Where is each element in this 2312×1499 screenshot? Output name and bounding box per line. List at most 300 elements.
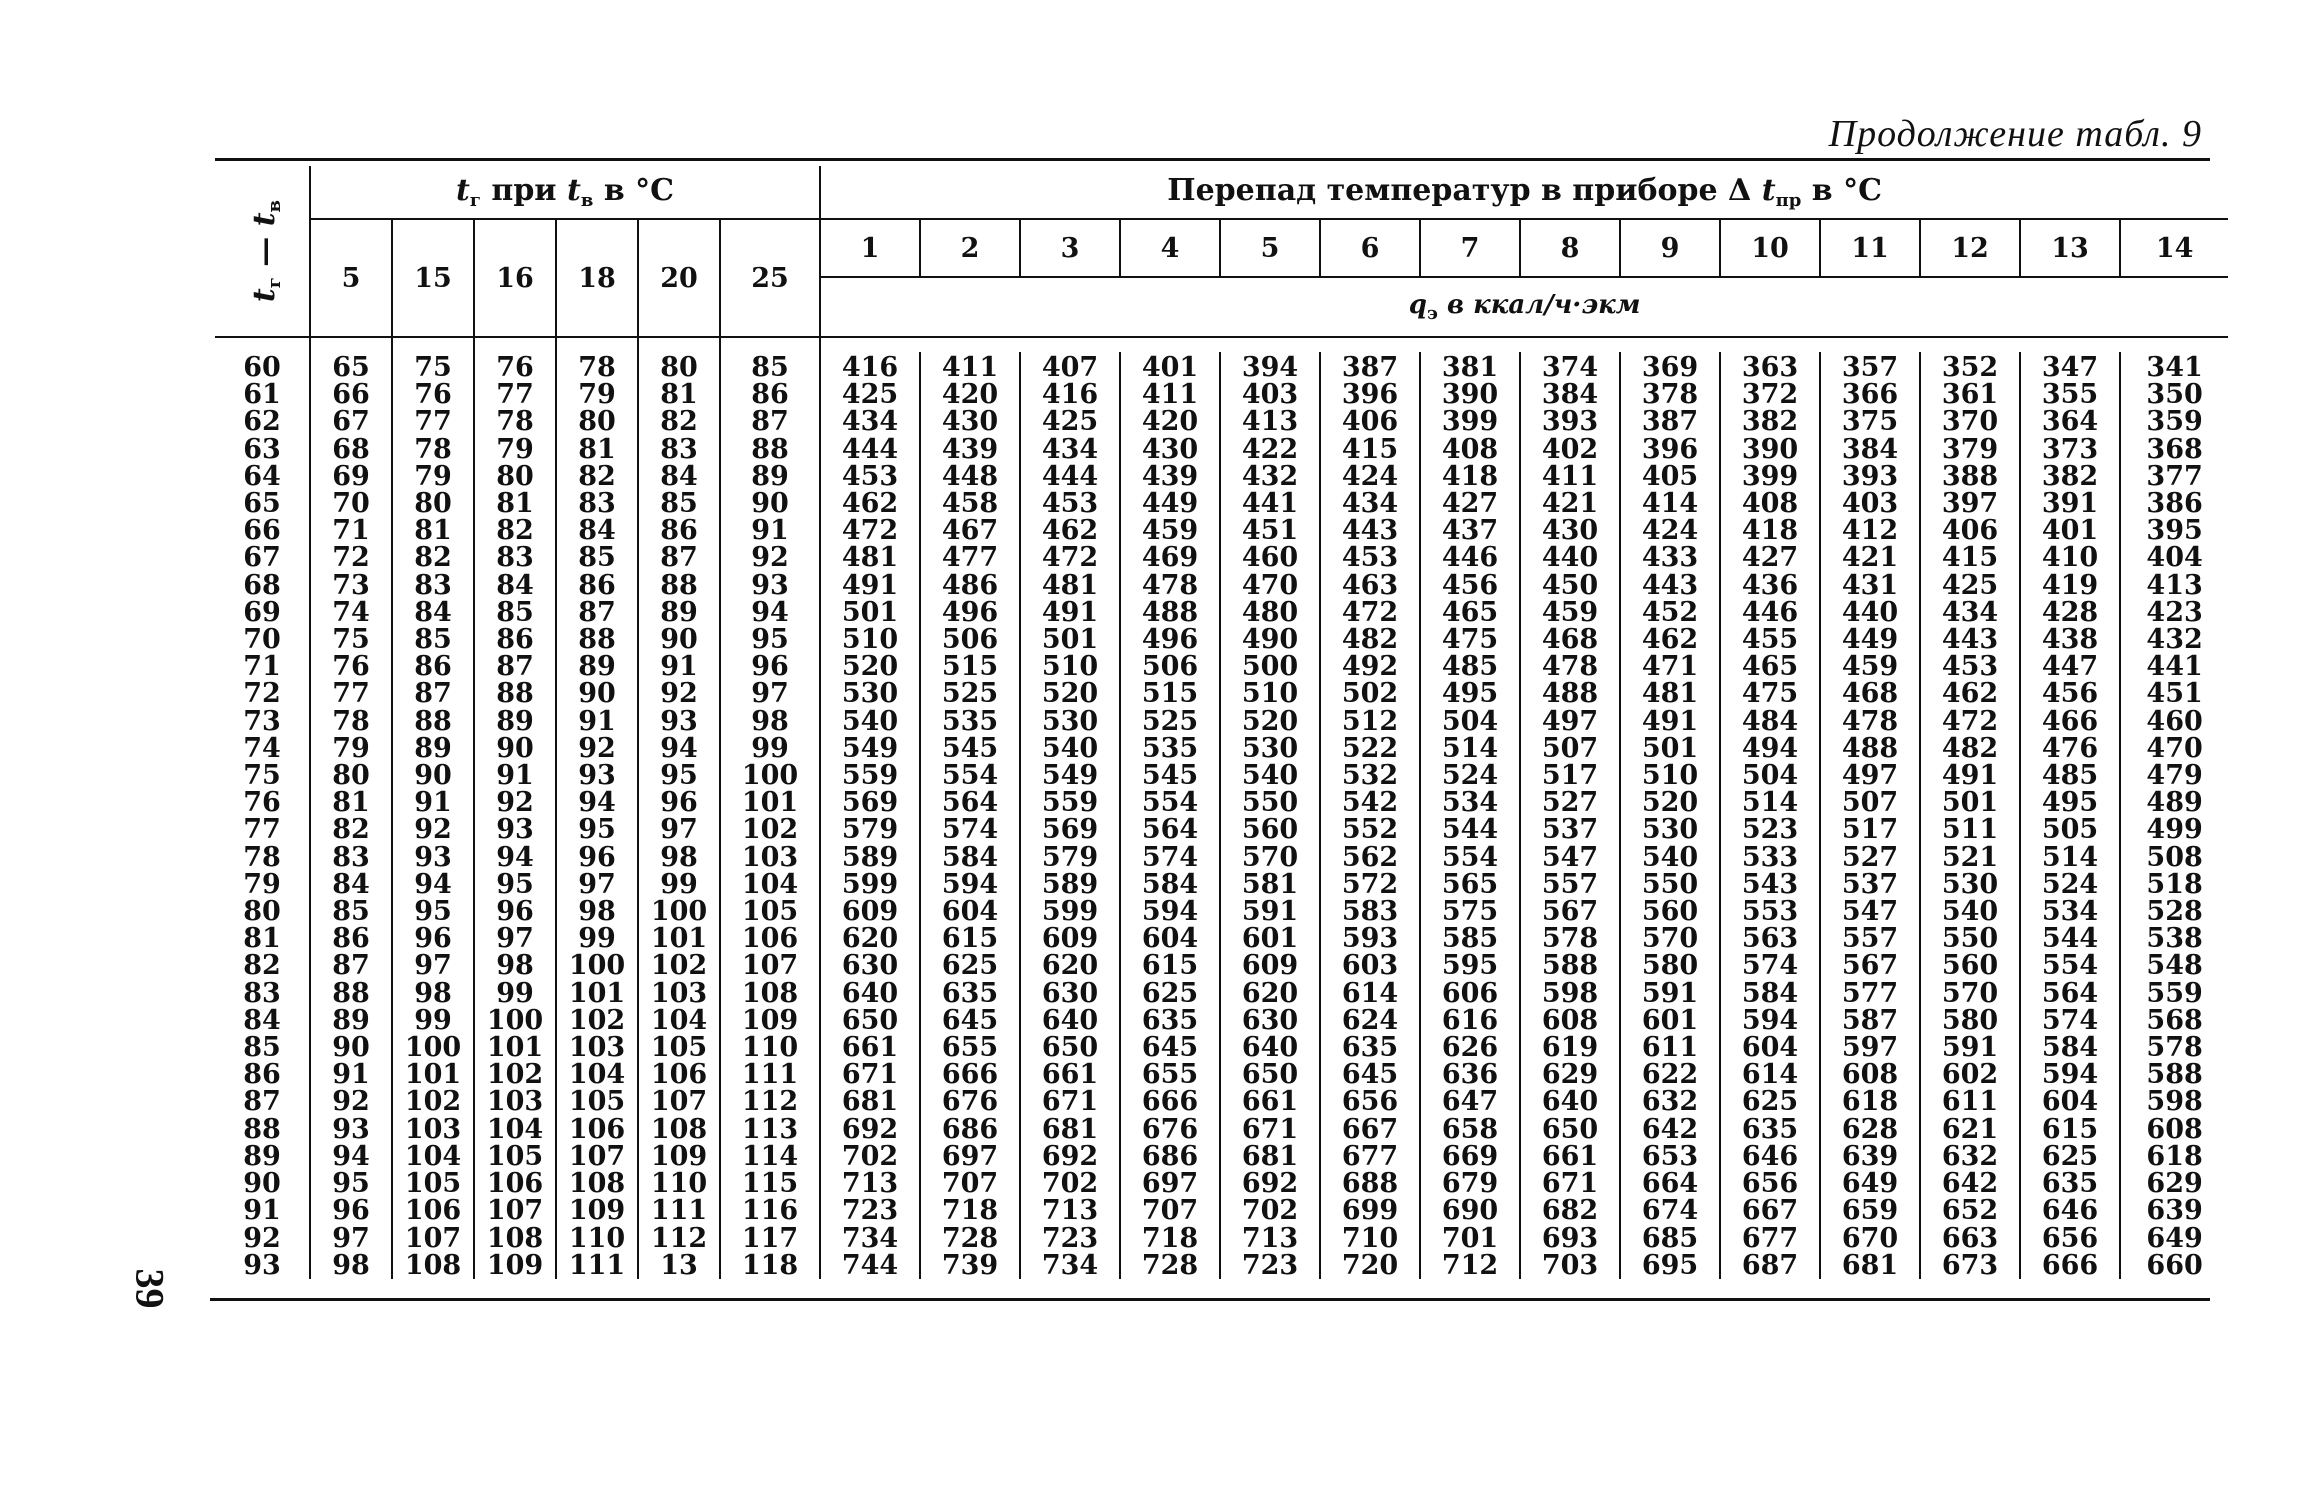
table-cell: 593 [1341, 923, 1399, 955]
table-cell: 384 [1841, 433, 1899, 465]
table-cell: 478 [1841, 705, 1899, 737]
table-cell: 739 [941, 1249, 999, 1281]
table-cell: 96 [751, 651, 789, 683]
table-cell: 86 [332, 923, 370, 955]
table-cell: 377 [2146, 460, 2203, 492]
table-cell: 110 [741, 1032, 799, 1064]
table-cell: 79 [243, 868, 281, 900]
table-cell: 656 [1741, 1168, 1799, 1200]
table-cell: 388 [1941, 460, 1999, 492]
table-cell: 598 [1541, 977, 1599, 1009]
table-cell: 95 [751, 624, 789, 656]
table-cell: 106 [486, 1168, 544, 1200]
table-cell: 718 [941, 1195, 999, 1227]
table-cell: 686 [1141, 1140, 1199, 1172]
table-cell: 82 [660, 406, 698, 438]
table-cell: 87 [496, 651, 534, 683]
table-cell: 101 [568, 977, 626, 1009]
table-cell: 594 [1141, 896, 1199, 928]
table-cell: 77 [243, 814, 281, 846]
table-cell: 90 [496, 732, 534, 764]
table-cell: 540 [1641, 841, 1699, 873]
table-cell: 373 [2041, 433, 2099, 465]
table-cell: 470 [1241, 569, 1299, 601]
q-value-column [1221, 352, 1319, 1279]
table-cell: 481 [1041, 569, 1099, 601]
table-cell: 712 [1441, 1249, 1499, 1281]
table-cell: 488 [1141, 596, 1199, 628]
table-cell: 105 [741, 896, 799, 928]
table-cell: 602 [1941, 1059, 1999, 1091]
table-cell: 625 [1741, 1086, 1799, 1118]
table-cell: 697 [941, 1140, 999, 1172]
table-cell: 524 [2041, 868, 2099, 900]
table-cell: 681 [1841, 1249, 1899, 1281]
table-cell: 649 [1841, 1168, 1899, 1200]
table-cell: 81 [414, 515, 452, 547]
table-cell: 591 [1241, 896, 1299, 928]
table-cell: 639 [2146, 1195, 2203, 1227]
table-cell: 699 [1341, 1195, 1399, 1227]
table-cell: 559 [2146, 977, 2203, 1009]
delta-col-header: 1 [820, 219, 920, 277]
table-cell: 106 [741, 923, 799, 955]
table-cell: 379 [1941, 433, 1999, 465]
table-cell: 100 [568, 950, 626, 982]
table-cell: 393 [1541, 406, 1599, 438]
table-cell: 96 [578, 841, 616, 873]
table-cell: 404 [2146, 542, 2203, 574]
table-cell: 101 [650, 923, 708, 955]
table-cell: 495 [2041, 787, 2099, 819]
table-cell: 350 [2146, 379, 2203, 411]
table-cell: 420 [1141, 406, 1199, 438]
table-cell: 496 [1141, 624, 1199, 656]
table-cell: 83 [496, 542, 534, 574]
table-cell: 482 [1341, 624, 1399, 656]
table-cell: 87 [414, 678, 452, 710]
table-cell: 728 [941, 1222, 999, 1254]
table-cell: 374 [1541, 352, 1599, 383]
table-cell: 681 [1241, 1140, 1299, 1172]
table-cell: 68 [332, 433, 370, 465]
table-cell: 97 [578, 868, 616, 900]
table-cell: 418 [1441, 460, 1499, 492]
table-cell: 96 [332, 1195, 370, 1227]
tv-value-column [721, 352, 819, 1279]
table-cell: 611 [1941, 1086, 1999, 1118]
table-cell: 618 [1841, 1086, 1899, 1118]
table-cell: 77 [496, 379, 534, 411]
table-cell: 528 [2146, 896, 2203, 928]
table-cell: 563 [1741, 923, 1799, 955]
table-cell: 65 [332, 352, 370, 383]
table-cell: 646 [2041, 1195, 2099, 1227]
table-cell: 588 [2146, 1059, 2203, 1091]
table-cell: 538 [2146, 923, 2203, 955]
table-cell: 456 [2041, 678, 2099, 710]
delta-col-header: 3 [1020, 219, 1120, 277]
table-cell: 640 [1541, 1086, 1599, 1118]
table-cell: 86 [496, 624, 534, 656]
table-cell: 609 [1041, 923, 1099, 955]
delta-col-header: 11 [1820, 219, 1920, 277]
table-cell: 101 [404, 1059, 462, 1091]
table-cell: 347 [2041, 352, 2099, 383]
table-cell: 645 [1341, 1059, 1399, 1091]
table-cell: 713 [1041, 1195, 1099, 1227]
table-cell: 82 [578, 460, 616, 492]
table-cell: 79 [332, 732, 370, 764]
table-cell: 460 [1241, 542, 1299, 574]
table-cell: 109 [486, 1249, 544, 1281]
table-cell: 518 [2146, 868, 2203, 900]
delta-col-header: 6 [1320, 219, 1420, 277]
table-cell: 407 [1041, 352, 1099, 383]
table-cell: 500 [1241, 651, 1299, 683]
table-cell: 408 [1441, 433, 1499, 465]
table-cell: 425 [1941, 569, 1999, 601]
table-cell: 565 [1441, 868, 1499, 900]
table-cell: 102 [650, 950, 708, 982]
table-cell: 452 [1641, 596, 1699, 628]
delta-col-header: 2 [920, 219, 1020, 277]
table-cell: 104 [650, 1004, 708, 1036]
table-cell: 525 [941, 678, 999, 710]
table-cell: 554 [2041, 950, 2099, 982]
table-cell: 501 [1941, 787, 1999, 819]
table-cell: 663 [1941, 1222, 1999, 1254]
table-cell: 591 [1941, 1032, 1999, 1064]
table-cell: 396 [1341, 379, 1399, 411]
table-cell: 598 [2146, 1086, 2203, 1118]
table-cell: 453 [841, 460, 899, 492]
delta-col-header: 13 [2020, 219, 2120, 277]
table-cell: 674 [1641, 1195, 1699, 1227]
table-caption: Продолжение табл. 9 [1828, 113, 2202, 155]
table-cell: 550 [1641, 868, 1699, 900]
table-cell: 620 [1241, 977, 1299, 1009]
table-cell: 105 [486, 1140, 544, 1172]
table-cell: 507 [1541, 732, 1599, 764]
q-value-column [2021, 352, 2119, 1279]
table-cell: 554 [941, 760, 999, 792]
table-cell: 90 [751, 488, 789, 520]
table-cell: 520 [1041, 678, 1099, 710]
table-cell: 446 [1741, 596, 1799, 628]
table-cell: 647 [1441, 1086, 1499, 1118]
table-cell: 462 [1041, 515, 1099, 547]
table-cell: 557 [1541, 868, 1599, 900]
table-cell: 594 [941, 868, 999, 900]
table-cell: 584 [1141, 868, 1199, 900]
table-cell: 557 [1841, 923, 1899, 955]
table-cell: 439 [1141, 460, 1199, 492]
table-cell: 60 [243, 352, 281, 383]
table-cell: 423 [2146, 596, 2203, 628]
table-cell: 78 [496, 406, 534, 438]
table-cell: 564 [1141, 814, 1199, 846]
table-cell: 406 [1941, 515, 1999, 547]
table-cell: 625 [941, 950, 999, 982]
table-cell: 72 [243, 678, 281, 710]
table-cell: 82 [496, 515, 534, 547]
table-cell: 523 [1741, 814, 1799, 846]
table-cell: 468 [1541, 624, 1599, 656]
table-cell: 84 [243, 1004, 281, 1036]
table-cell: 99 [660, 868, 698, 900]
table-cell: 462 [1941, 678, 1999, 710]
table-cell: 85 [751, 352, 789, 383]
table-cell: 543 [1741, 868, 1799, 900]
table-cell: 408 [1741, 488, 1799, 520]
table-cell: 393 [1841, 460, 1899, 492]
table-cell: 660 [2146, 1249, 2203, 1281]
table-cell: 443 [1341, 515, 1399, 547]
table-cell: 535 [941, 705, 999, 737]
table-cell: 635 [941, 977, 999, 1009]
table-cell: 91 [496, 760, 534, 792]
table-cell: 82 [414, 542, 452, 574]
table-cell: 630 [841, 950, 899, 982]
table-cell: 499 [2146, 814, 2203, 846]
table-cell: 105 [650, 1032, 708, 1064]
table-cell: 585 [1441, 923, 1499, 955]
table-cell: 67 [243, 542, 281, 574]
table-cell: 89 [414, 732, 452, 764]
table-cell: 402 [1541, 433, 1599, 465]
table-cell: 595 [1441, 950, 1499, 982]
table-cell: 609 [841, 896, 899, 928]
table-cell: 621 [1941, 1113, 1999, 1145]
table-cell: 81 [578, 433, 616, 465]
table-cell: 530 [1641, 814, 1699, 846]
table-cell: 102 [741, 814, 799, 846]
table-cell: 650 [1241, 1059, 1299, 1091]
table-cell: 649 [2146, 1222, 2203, 1254]
table-cell: 671 [841, 1059, 899, 1091]
table-cell: 701 [1441, 1222, 1499, 1254]
table-cell: 363 [1741, 352, 1799, 383]
table-cell: 656 [1341, 1086, 1399, 1118]
table-cell: 387 [1341, 352, 1399, 383]
table-cell: 611 [1641, 1032, 1699, 1064]
delta-col-header: 14 [2120, 219, 2228, 277]
table-cell: 697 [1141, 1168, 1199, 1200]
table-cell: 88 [751, 433, 789, 465]
table-cell: 117 [741, 1222, 799, 1254]
table-cell: 661 [841, 1032, 899, 1064]
table-cell: 620 [1041, 950, 1099, 982]
table-cell: 440 [1541, 542, 1599, 574]
table-cell: 82 [243, 950, 281, 982]
table-cell: 463 [1341, 569, 1399, 601]
table-cell: 13 [660, 1249, 698, 1281]
table-cell: 78 [414, 433, 452, 465]
table-cell: 537 [1541, 814, 1599, 846]
table-cell: 514 [1441, 732, 1499, 764]
table-cell: 78 [243, 841, 281, 873]
table-cell: 90 [578, 678, 616, 710]
table-cell: 390 [1741, 433, 1799, 465]
table-cell: 661 [1041, 1059, 1099, 1091]
table-cell: 102 [404, 1086, 462, 1118]
table-cell: 514 [1741, 787, 1799, 819]
table-cell: 507 [1841, 787, 1899, 819]
table-cell: 416 [841, 352, 899, 383]
table-cell: 579 [1041, 841, 1099, 873]
table-cell: 110 [650, 1168, 708, 1200]
tv-value-column [311, 352, 391, 1279]
table-cell: 434 [1341, 488, 1399, 520]
table-cell: 413 [1241, 406, 1299, 438]
table-cell: 424 [1641, 515, 1699, 547]
table-cell: 512 [1341, 705, 1399, 737]
table-cell: 411 [941, 352, 999, 383]
table-cell: 537 [1841, 868, 1899, 900]
table-cell: 448 [941, 460, 999, 492]
table-cell: 70 [332, 488, 370, 520]
table-cell: 341 [2146, 352, 2203, 383]
table-cell: 103 [404, 1113, 462, 1145]
table-cell: 102 [568, 1004, 626, 1036]
table-cell: 395 [2146, 515, 2203, 547]
table-cell: 522 [1341, 732, 1399, 764]
table-cell: 361 [1941, 379, 1999, 411]
delta-col-header: 8 [1520, 219, 1620, 277]
table-cell: 92 [243, 1222, 281, 1254]
table-cell: 604 [1141, 923, 1199, 955]
table-cell: 98 [332, 1249, 370, 1281]
table-cell: 574 [1141, 841, 1199, 873]
table-cell: 382 [2041, 460, 2099, 492]
table-cell: 650 [1541, 1113, 1599, 1145]
table-cell: 625 [1141, 977, 1199, 1009]
table-cell: 478 [1141, 569, 1199, 601]
table-cell: 560 [1641, 896, 1699, 928]
table-cell: 421 [1841, 542, 1899, 574]
q-value-column [1421, 352, 1519, 1279]
table-cell: 485 [2041, 760, 2099, 792]
table-cell: 92 [332, 1086, 370, 1118]
table-cell: 677 [1341, 1140, 1399, 1172]
table-cell: 645 [941, 1004, 999, 1036]
table-cell: 80 [243, 896, 281, 928]
table-cell: 76 [414, 379, 452, 411]
table-cell: 390 [1441, 379, 1499, 411]
tv-col-header: 20 [638, 219, 720, 337]
table-cell: 578 [1541, 923, 1599, 955]
table-cell: 430 [1541, 515, 1599, 547]
table-cell: 650 [841, 1004, 899, 1036]
table-cell: 469 [1141, 542, 1199, 574]
table-cell: 94 [332, 1140, 370, 1172]
table-cell: 497 [1541, 705, 1599, 737]
table-cell: 96 [660, 787, 698, 819]
table-cell: 470 [2146, 732, 2203, 764]
table-cell: 695 [1641, 1249, 1699, 1281]
table-cell: 96 [414, 923, 452, 955]
table-cell: 68 [243, 569, 281, 601]
table-cell: 97 [414, 950, 452, 982]
table-cell: 559 [841, 760, 899, 792]
table-cell: 472 [1941, 705, 1999, 737]
table-cell: 394 [1241, 352, 1299, 383]
table-cell: 391 [2041, 488, 2099, 520]
table-cell: 84 [578, 515, 616, 547]
table-cell: 100 [741, 760, 799, 792]
table-cell: 74 [243, 732, 281, 764]
table-cell: 89 [243, 1140, 281, 1172]
table-cell: 90 [660, 624, 698, 656]
table-cell: 410 [2041, 542, 2099, 574]
q-value-column [1521, 352, 1619, 1279]
table-cell: 93 [660, 705, 698, 737]
table-cell: 579 [841, 814, 899, 846]
table-cell: 87 [332, 950, 370, 982]
table-cell: 91 [332, 1059, 370, 1091]
table-cell: 415 [1341, 433, 1399, 465]
table-cell: 88 [414, 705, 452, 737]
table-cell: 478 [1541, 651, 1599, 683]
table-cell: 63 [243, 433, 281, 465]
table-cell: 642 [1941, 1168, 1999, 1200]
table-cell: 707 [1141, 1195, 1199, 1227]
q-value-column [821, 352, 919, 1279]
table-cell: 438 [2041, 624, 2099, 656]
table-cell: 604 [1741, 1032, 1799, 1064]
table-cell: 440 [1841, 596, 1899, 628]
table-cell: 635 [1741, 1113, 1799, 1145]
table-cell: 472 [841, 515, 899, 547]
table-cell: 431 [1841, 569, 1899, 601]
table-cell: 83 [414, 569, 452, 601]
table-cell: 496 [941, 596, 999, 628]
table-cell: 110 [568, 1222, 626, 1254]
table-cell: 636 [1441, 1059, 1499, 1091]
table-cell: 91 [578, 705, 616, 737]
table-cell: 616 [1441, 1004, 1499, 1036]
table-cell: 111 [650, 1195, 708, 1227]
table-cell: 495 [1441, 678, 1499, 710]
table-cell: 89 [496, 705, 534, 737]
table-cell: 66 [243, 515, 281, 547]
table-cell: 85 [332, 896, 370, 928]
table-cell: 564 [2041, 977, 2099, 1009]
table-cell: 95 [660, 760, 698, 792]
table-cell: 74 [332, 596, 370, 628]
table-cell: 84 [660, 460, 698, 492]
table-cell: 104 [404, 1140, 462, 1172]
table-cell: 520 [1641, 787, 1699, 819]
table-cell: 688 [1341, 1168, 1399, 1200]
table-cell: 399 [1441, 406, 1499, 438]
table-cell: 101 [741, 787, 799, 819]
table-cell: 553 [1741, 896, 1799, 928]
table-cell: 459 [1841, 651, 1899, 683]
table-cell: 83 [660, 433, 698, 465]
table-cell: 441 [2146, 651, 2203, 683]
table-cell: 98 [660, 841, 698, 873]
table-cell: 105 [568, 1086, 626, 1118]
table-cell: 533 [1741, 841, 1799, 873]
table-cell: 453 [1341, 542, 1399, 574]
table-cell: 527 [1541, 787, 1599, 819]
table-cell: 427 [1741, 542, 1799, 574]
table-cell: 456 [1441, 569, 1499, 601]
delta-col-header: 4 [1120, 219, 1220, 277]
table-cell: 432 [2146, 624, 2203, 656]
